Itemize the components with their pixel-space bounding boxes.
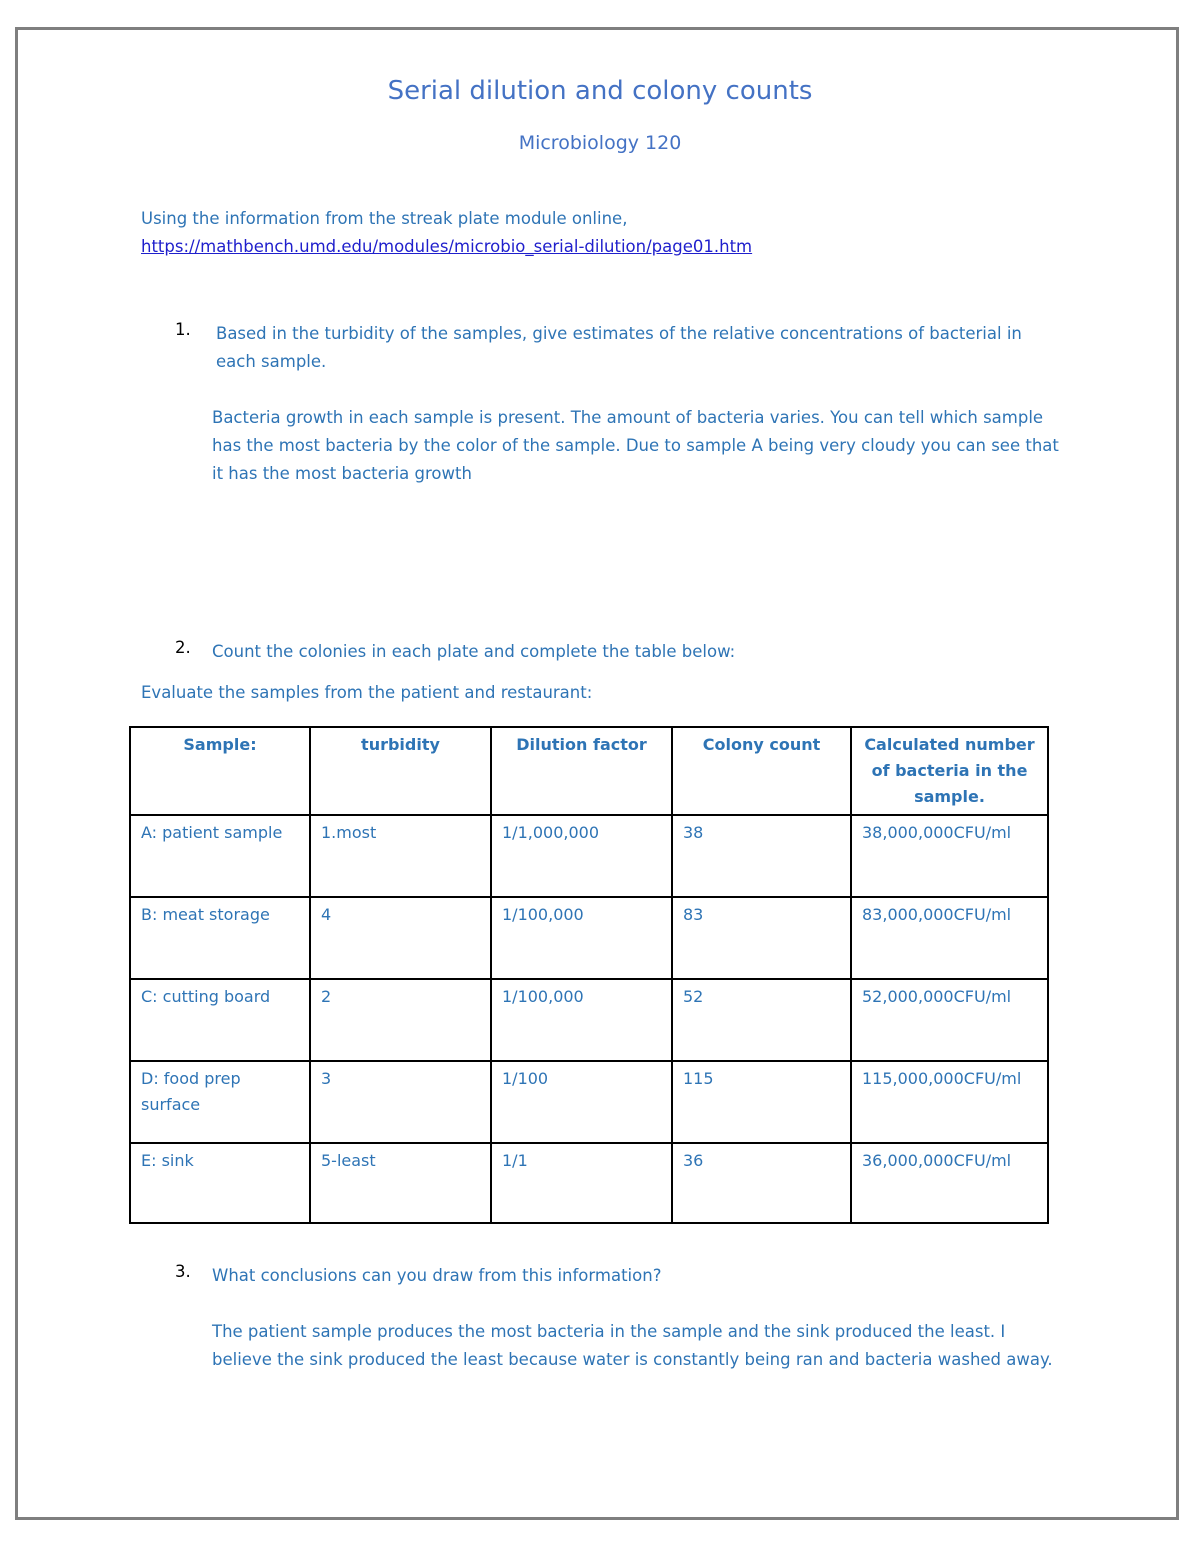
cell-dilution: 1/1 <box>491 1143 672 1223</box>
cell-dilution: 1/1,000,000 <box>491 815 672 897</box>
header-sample: Sample: <box>130 727 310 815</box>
question-2-prompt: Count the colonies in each plate and complete the table below: <box>212 642 736 661</box>
header-calculated-bacteria: Calculated number of bacteria in the sample. <box>851 727 1048 815</box>
header-colony-count: Colony count <box>672 727 851 815</box>
cell-sample: D: food prep surface <box>130 1061 310 1143</box>
cell-colony-count: 36 <box>672 1143 851 1223</box>
document-subtitle: Microbiology 120 <box>518 132 682 154</box>
intro-text: Using the information from the streak plate module online, <box>141 209 628 228</box>
table-header-row <box>130 727 1048 815</box>
intro-paragraph <box>141 205 1061 261</box>
cell-calculated: 36,000,000CFU/ml <box>851 1143 1048 1223</box>
question-3-number: 3. <box>175 1262 191 1281</box>
cell-colony-count: 52 <box>672 979 851 1061</box>
table-row <box>130 979 1048 1061</box>
cell-dilution: 1/100,000 <box>491 897 672 979</box>
cell-sample: A: patient sample <box>130 815 310 897</box>
cell-sample: E: sink <box>130 1143 310 1223</box>
cell-dilution: 1/100 <box>491 1061 672 1143</box>
cell-turbidity: 1.most <box>310 815 491 897</box>
cell-sample: C: cutting board <box>130 979 310 1061</box>
cell-calculated: 52,000,000CFU/ml <box>851 979 1048 1061</box>
cell-colony-count: 38 <box>672 815 851 897</box>
cell-turbidity: 2 <box>310 979 491 1061</box>
module-link[interactable]: https://mathbench.umd.edu/modules/microbio_serial-dilution/page01.htm <box>141 237 753 256</box>
cell-dilution: 1/100,000 <box>491 979 672 1061</box>
header-turbidity: turbidity <box>310 727 491 815</box>
table-row <box>130 815 1048 897</box>
cell-calculated: 38,000,000CFU/ml <box>851 815 1048 897</box>
cell-colony-count: 83 <box>672 897 851 979</box>
question-2-number: 2. <box>175 638 191 657</box>
evaluate-instruction: Evaluate the samples from the patient and restaurant: <box>141 683 593 702</box>
table-row <box>130 897 1048 979</box>
cell-turbidity: 5-least <box>310 1143 491 1223</box>
question-3-prompt: What conclusions can you draw from this information? <box>212 1266 662 1285</box>
document-title: Serial dilution and colony counts <box>387 76 813 106</box>
question-1-answer: Bacteria growth in each sample is present. The amount of bacteria varies. You can tell which sample has the most bacteria by the color of the sample. Due to sample A being very cloudy you can see that it has the most bacteria growth <box>212 408 1059 483</box>
header-dilution-factor: Dilution factor <box>491 727 672 815</box>
question-1-number: 1. <box>175 320 191 339</box>
cell-turbidity: 4 <box>310 897 491 979</box>
cell-colony-count: 115 <box>672 1061 851 1143</box>
colony-count-table <box>129 726 1049 1224</box>
question-3-answer: The patient sample produces the most bacteria in the sample and the sink produced the least. I believe the sink produced the least because water is constantly being ran and bacteria washed away. <box>212 1322 1053 1369</box>
cell-turbidity: 3 <box>310 1061 491 1143</box>
cell-calculated: 83,000,000CFU/ml <box>851 897 1048 979</box>
cell-calculated: 115,000,000CFU/ml <box>851 1061 1048 1143</box>
question-1-prompt: Based in the turbidity of the samples, give estimates of the relative concentrations of bacterial in each sample. <box>216 324 1022 371</box>
table-row <box>130 1061 1048 1143</box>
cell-sample: B: meat storage <box>130 897 310 979</box>
table-row <box>130 1143 1048 1223</box>
